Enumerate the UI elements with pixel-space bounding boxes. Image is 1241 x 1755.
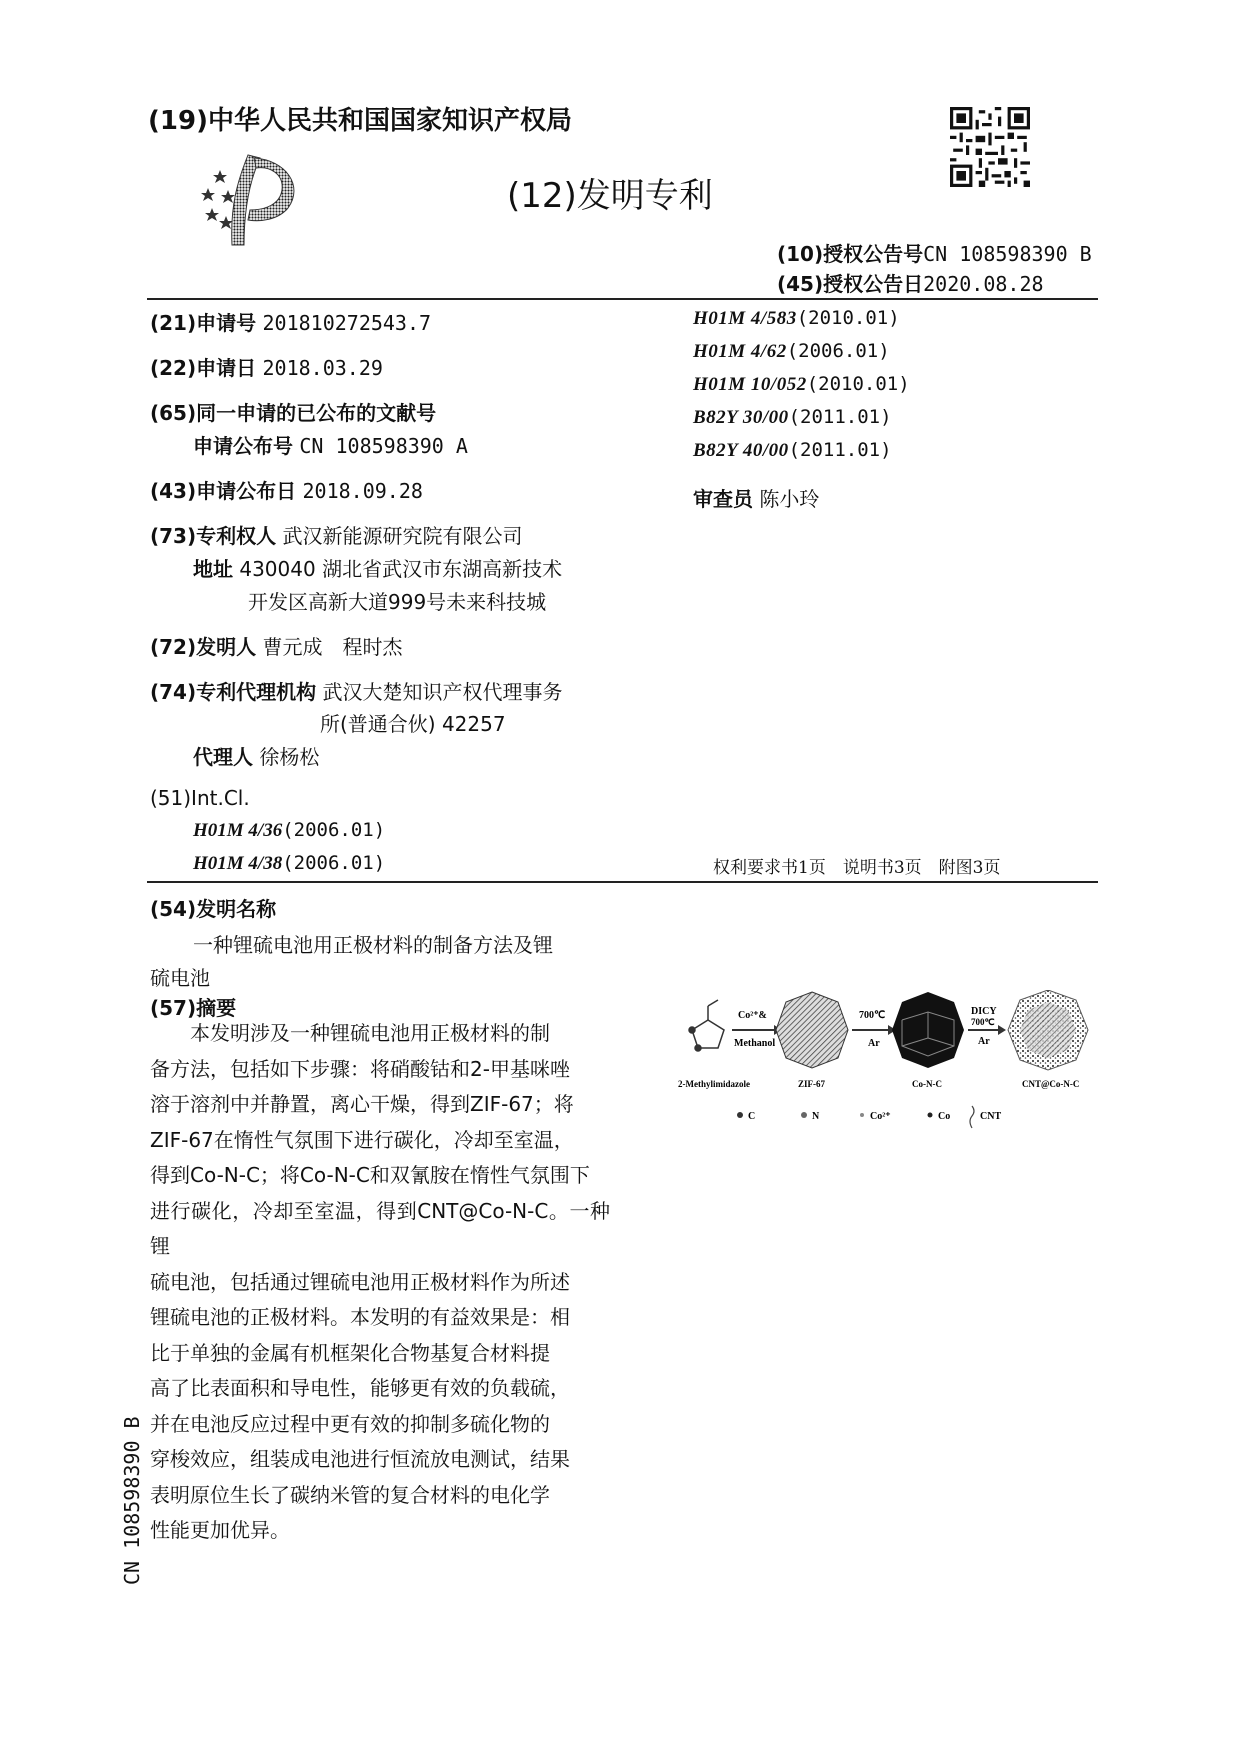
label-zif67: ZIF-67 [798,1079,825,1089]
patentee: 武汉新能源研究院有限公司 [282,524,523,548]
step3-mid: 700℃ [971,1017,995,1027]
app-date: 2018.03.29 [262,356,383,380]
cnipa-logo [200,150,310,250]
qr-code-icon [950,107,1030,187]
agency-label: (74)专利代理机构 [150,680,317,704]
app-date-label: (22)申请日 [150,356,257,380]
abstract-line: 高了比表面积和导电性，能够更有效的负载硫， [150,1376,570,1400]
abstract-line: 穿梭效应，组装成电池进行恒流放电测试，结果 [150,1447,570,1471]
legend-co2: Co²⁺ [870,1111,891,1122]
agent: 徐杨松 [259,745,320,769]
cnt-conc-particle [1008,990,1088,1070]
grant-pub-date: 2020.08.28 [923,272,1044,296]
zif67-particle [776,992,848,1068]
abstract-line: 溶于溶剂中并静置，离心干燥，得到ZIF-67；将 [150,1092,574,1116]
intcl-version: (2006.01) [282,852,386,874]
label-conc: Co-N-C [912,1079,942,1089]
abstract-line: 锂硫电池的正极材料。本发明的有益效果是：相 [150,1305,570,1329]
step1-top: Co²⁺& [738,1010,767,1021]
invention-title-line-2: 硫电池 [150,966,210,990]
legend-n: N [812,1111,820,1122]
abstract-line: ZIF-67在惰性气氛围下进行碳化，冷却至室温， [150,1127,574,1152]
legend-co: Co [938,1111,951,1122]
abstract-label: (57)摘要 [150,996,237,1020]
side-document-number: CN 108598390 B [120,1416,144,1585]
ipc-version: (2010.01) [806,373,910,395]
abstract-line: 备方法，包括如下步骤：将硝酸钴和2-甲基咪唑 [150,1056,570,1081]
examiner: 陈小玲 [759,487,820,511]
abstract-figure [672,990,1112,1140]
title-label: (54)发明名称 [150,897,277,921]
step3-top: DICY [971,1006,997,1017]
legend-c: C [748,1111,756,1122]
pub-no-label: 申请公布号 [193,434,293,458]
agency-line-1: 武汉大楚知识产权代理事务 [322,680,563,704]
molecule-icon [689,1000,724,1051]
abstract-line: 硫电池，包括通过锂硫电池用正极材料作为所述 [150,1269,570,1294]
abstract-line: 进行碳化，冷却至室温，得到CNT@Co-N-C。一种锂 [150,1198,610,1258]
agent-label: 代理人 [193,745,253,769]
intcl-code: H01M 4/36 [193,820,283,841]
conc-particle [892,992,964,1068]
step2-bottom: Ar [868,1038,880,1049]
label-cnt-conc: CNT@Co-N-C [1022,1079,1080,1089]
abstract-line: 表明原位生长了碳纳米管的复合材料的电化学 [150,1482,550,1507]
grant-pub-date-label: (45)授权公告日 [777,272,924,296]
abstract-line: 性能更加优异。 [150,1518,290,1542]
same-app-label: (65)同一申请的已公布的文献号 [150,401,437,425]
intcl-version: (2006.01) [282,819,386,841]
grant-pub-no-label: (10)授权公告号 [777,242,924,266]
examiner-label: 审查员 [693,487,753,511]
abstract-line: 比于单独的金属有机框架化合物基复合材料提 [150,1340,550,1365]
legend-cnt: CNT [980,1111,1002,1122]
ipc-version: (2010.01) [796,307,900,329]
address-line-1: 430040 湖北省武汉市东湖高新技术 [239,557,563,581]
ipc-version: (2006.01) [786,340,890,362]
ipc-code: H01M 10/052 [693,374,807,395]
ipc-code: B82Y 40/00 [693,440,789,461]
address-line-2: 开发区高新大道999号未来科技城 [248,590,547,614]
abstract-text [150,1016,610,1549]
address-label: 地址 [193,557,233,581]
ipc-code: H01M 4/62 [693,341,787,362]
document-type: (12)发明专利 [507,176,713,216]
invention-title-line-1: 一种锂硫电池用正极材料的制备方法及锂 [193,933,553,957]
pub-no: CN 108598390 A [299,434,468,458]
grant-pub-no: CN 108598390 B [923,242,1092,266]
intcl-label: (51)Int.Cl. [150,786,250,810]
figure-legend [737,1106,1001,1128]
abstract-line: 得到Co-N-C；将Co-N-C和双氰胺在惰性气氛围下 [150,1163,590,1187]
agency-line-2: 所(普通合伙) 42257 [320,712,506,736]
office-name: (19)中华人民共和国国家知识产权局 [148,106,572,136]
step2-top: 700℃ [859,1010,886,1021]
step3-bottom: Ar [978,1036,990,1047]
ipc-version: (2011.01) [788,406,892,428]
ipc-code: H01M 4/583 [693,308,797,329]
app-no: 201810272543.7 [262,311,432,335]
inventor-label: (72)发明人 [150,635,257,659]
inventors: 曹元成 程时杰 [262,635,403,659]
pub-date-label: (43)申请公布日 [150,479,297,503]
patentee-label: (73)专利权人 [150,524,277,548]
header-rule [147,298,1098,300]
abstract-line: 本发明涉及一种锂硫电池用正极材料的制 [150,1021,550,1045]
app-no-label: (21)申请号 [150,311,257,335]
step1-bottom: Methanol [734,1038,776,1049]
pub-date: 2018.09.28 [302,479,423,503]
intcl-code: H01M 4/38 [193,853,283,874]
biblio-rule [147,881,1098,883]
ipc-code: B82Y 30/00 [693,407,789,428]
abstract-line: 并在电池反应过程中更有效的抑制多硫化物的 [150,1411,550,1436]
ipc-version: (2011.01) [788,439,892,461]
page-counts: 权利要求书1页 说明书3页 附图3页 [713,858,1001,878]
label-methylimidazole: 2-Methylimidazole [678,1079,750,1089]
